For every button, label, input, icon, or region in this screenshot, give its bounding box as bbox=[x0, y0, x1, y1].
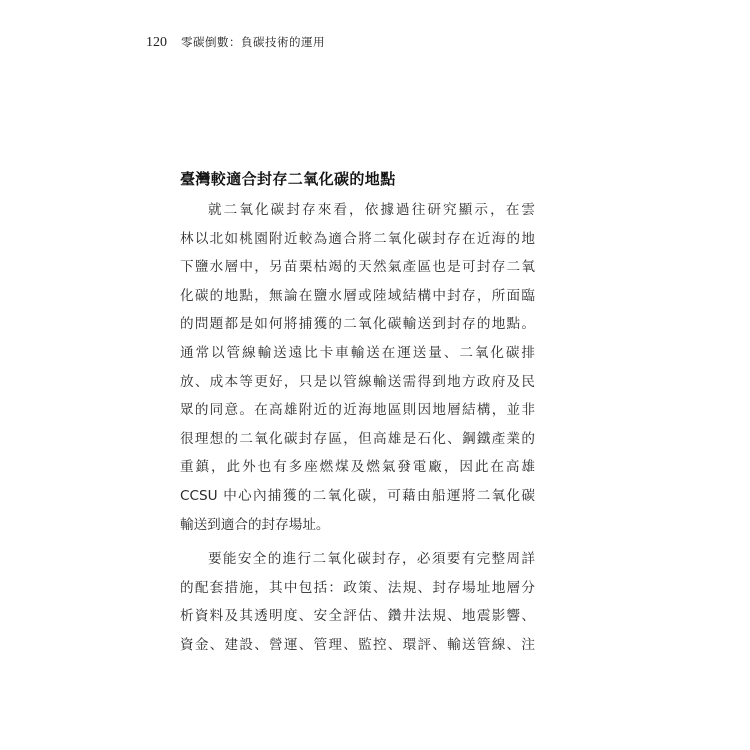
text-line: 輸送到適合的封存場址。 bbox=[180, 516, 330, 533]
section-heading: 臺灣較適合封存二氧化碳的地點 bbox=[180, 170, 396, 188]
text-line: 重鎮，此外也有多座燃煤及燃氣發電廠，因此在高雄 bbox=[180, 459, 535, 476]
text-line: 通常以管線輸送遠比卡車輸送在運送量、二氧化碳排 bbox=[180, 344, 535, 361]
text-line: 資金、建設、營運、管理、監控、環評、輸送管線、注 bbox=[180, 636, 535, 653]
text-line: 的問題都是如何將捕獲的二氧化碳輸送到封存的地點。 bbox=[180, 316, 535, 333]
text-line: 林以北如桃園附近較為適合將二氧化碳封存在近海的地 bbox=[180, 230, 535, 247]
text-line: 析資料及其透明度、安全評估、鑽井法規、地震影響、 bbox=[180, 608, 535, 625]
text-line: 化碳的地點，無論在鹽水層或陸域結構中封存，所面臨 bbox=[180, 287, 535, 304]
text-line: 放、成本等更好，只是以管線輸送需得到地方政府及民 bbox=[180, 373, 535, 390]
text-line: 下鹽水層中，另苗栗枯竭的天然氣產區也是可封存二氧 bbox=[180, 259, 535, 276]
running-head-title: 零碳倒數：負碳技術的運用 bbox=[181, 35, 325, 49]
text-line: 很理想的二氧化碳封存區，但高雄是石化、鋼鐵產業的 bbox=[180, 430, 535, 447]
text-line: 眾的同意。在高雄附近的近海地區則因地層結構，並非 bbox=[180, 402, 535, 419]
paragraph-1 bbox=[180, 196, 535, 539]
text-line: CCSU 中心內捕獲的二氧化碳，可藉由船運將二氧化碳 bbox=[180, 487, 535, 504]
page-number: 120 bbox=[146, 35, 167, 50]
text-line: 的配套措施，其中包括：政策、法規、封存場址地層分 bbox=[180, 579, 535, 596]
paragraph-2 bbox=[180, 545, 535, 659]
text-line: 就二氧化碳封存來看，依據過往研究顯示，在雲 bbox=[208, 202, 535, 218]
text-line: 要能安全的進行二氧化碳封存，必須要有完整周詳 bbox=[208, 551, 535, 568]
running-head bbox=[146, 34, 325, 54]
body-text bbox=[180, 196, 535, 666]
